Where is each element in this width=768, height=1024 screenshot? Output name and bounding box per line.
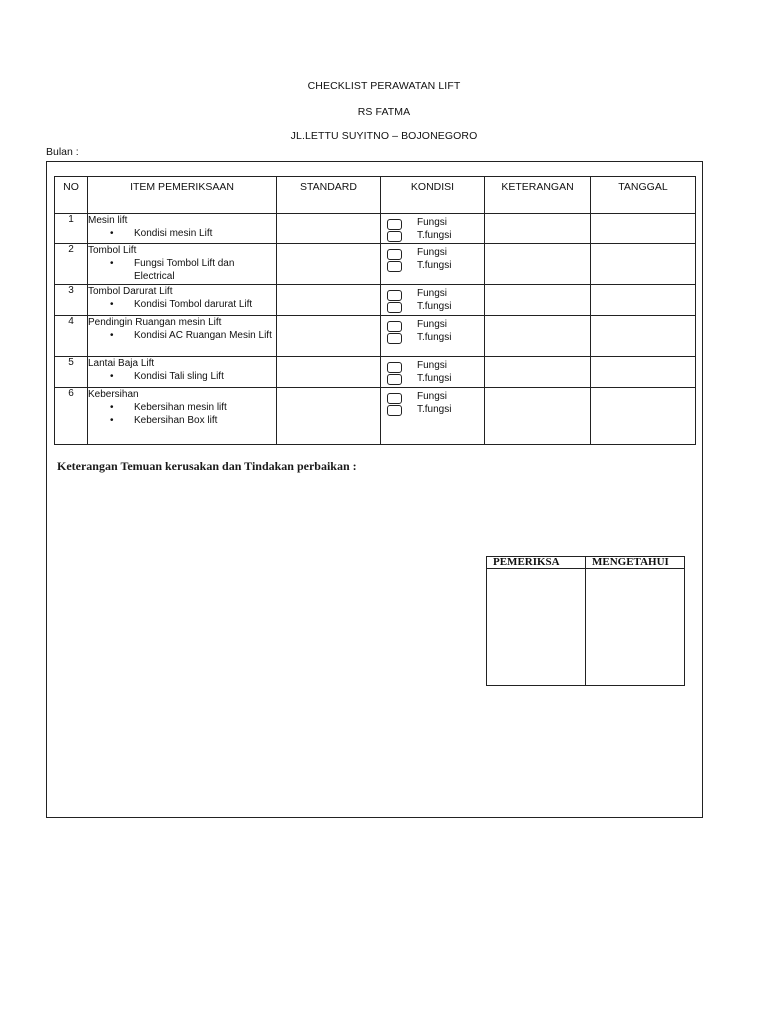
kondisi-option-label: Fungsi xyxy=(417,247,448,258)
pemeriksa-header: PEMERIKSA xyxy=(487,557,586,569)
row-number: 6 xyxy=(55,388,88,445)
item-title: Tombol Lift xyxy=(88,245,137,256)
row-number: 3 xyxy=(55,285,88,316)
checklist-table xyxy=(54,176,696,445)
kondisi-option-label: T.fungsi xyxy=(417,373,452,384)
item-cell xyxy=(88,244,277,285)
keterangan-cell[interactable] xyxy=(485,357,591,388)
standard-cell[interactable] xyxy=(277,316,381,357)
item-subpoint: • Kondisi AC Ruangan Mesin Lift xyxy=(88,329,276,342)
row-number: 2 xyxy=(55,244,88,285)
kondisi-option-label: T.fungsi xyxy=(417,332,452,343)
tanggal-cell[interactable] xyxy=(591,388,696,445)
organization-name: RS FATMA xyxy=(357,106,411,118)
signature-table xyxy=(486,556,685,686)
standard-cell[interactable] xyxy=(277,388,381,445)
standard-cell[interactable] xyxy=(277,214,381,244)
organization-address: JL.LETTU SUYITNO – BOJONEGORO xyxy=(290,130,478,142)
checkbox-fungsi[interactable] xyxy=(387,249,402,260)
kondisi-option-label: Fungsi xyxy=(417,360,448,371)
checkbox-tidak-fungsi[interactable] xyxy=(387,374,402,385)
item-title: Tombol Darurat Lift xyxy=(88,286,173,297)
tanggal-cell[interactable] xyxy=(591,244,696,285)
item-cell xyxy=(88,388,277,445)
table-row xyxy=(55,285,696,316)
item-title: Lantai Baja Lift xyxy=(88,358,155,369)
item-title: Kebersihan xyxy=(88,389,139,400)
standard-cell[interactable] xyxy=(277,244,381,285)
row-number: 5 xyxy=(55,357,88,388)
kondisi-cell xyxy=(381,388,485,445)
kondisi-cell xyxy=(381,244,485,285)
kondisi-option-label: T.fungsi xyxy=(417,404,452,415)
checkbox-tidak-fungsi[interactable] xyxy=(387,405,402,416)
column-header-standard: STANDARD xyxy=(277,177,381,214)
table-row xyxy=(55,244,696,285)
item-title: Mesin lift xyxy=(88,215,128,226)
item-title: Pendingin Ruangan mesin Lift xyxy=(88,317,222,328)
checkbox-fungsi[interactable] xyxy=(387,321,402,332)
standard-cell[interactable] xyxy=(277,357,381,388)
table-row xyxy=(55,357,696,388)
kondisi-option-label: T.fungsi xyxy=(417,301,452,312)
item-cell xyxy=(88,357,277,388)
standard-cell[interactable] xyxy=(277,285,381,316)
mengetahui-signature-box[interactable] xyxy=(586,569,685,686)
checkbox-fungsi[interactable] xyxy=(387,290,402,301)
kondisi-option-label: Fungsi xyxy=(417,391,448,402)
checkbox-fungsi[interactable] xyxy=(387,362,402,373)
row-number: 4 xyxy=(55,316,88,357)
kondisi-cell xyxy=(381,316,485,357)
kondisi-option-label: Fungsi xyxy=(417,217,448,228)
kondisi-option-label: Fungsi xyxy=(417,319,448,330)
checkbox-tidak-fungsi[interactable] xyxy=(387,231,402,242)
kondisi-option-label: Fungsi xyxy=(417,288,448,299)
kondisi-cell xyxy=(381,357,485,388)
item-subpoint: • Kebersihan Box lift xyxy=(88,414,276,427)
checkbox-tidak-fungsi[interactable] xyxy=(387,302,402,313)
checkbox-tidak-fungsi[interactable] xyxy=(387,261,402,272)
table-row xyxy=(55,316,696,357)
kondisi-cell xyxy=(381,285,485,316)
bulan-label: Bulan : xyxy=(46,146,79,158)
table-header-row xyxy=(55,177,696,214)
column-header-no: NO xyxy=(55,177,88,214)
tanggal-cell[interactable] xyxy=(591,285,696,316)
mengetahui-header: MENGETAHUI xyxy=(586,557,685,569)
item-subpoint: • Kebersihan mesin lift xyxy=(88,401,276,414)
tanggal-cell[interactable] xyxy=(591,316,696,357)
keterangan-cell[interactable] xyxy=(485,388,591,445)
column-header-item: ITEM PEMERIKSAAN xyxy=(88,177,277,214)
keterangan-title: Keterangan Temuan kerusakan dan Tindakan perbaikan : xyxy=(57,459,357,473)
column-header-tanggal: TANGGAL xyxy=(591,177,696,214)
checkbox-tidak-fungsi[interactable] xyxy=(387,333,402,344)
kondisi-cell xyxy=(381,214,485,244)
table-row xyxy=(55,388,696,445)
column-header-kondisi: KONDISI xyxy=(381,177,485,214)
tanggal-cell[interactable] xyxy=(591,214,696,244)
checkbox-fungsi[interactable] xyxy=(387,219,402,230)
item-subpoint: • Fungsi Tombol Lift dan Electrical xyxy=(88,257,276,283)
item-subpoint: • Kondisi Tombol darurat Lift xyxy=(88,298,276,311)
item-cell xyxy=(88,316,277,357)
document-title: CHECKLIST PERAWATAN LIFT xyxy=(307,80,461,92)
table-row xyxy=(55,214,696,244)
keterangan-cell[interactable] xyxy=(485,285,591,316)
row-number: 1 xyxy=(55,214,88,244)
keterangan-cell[interactable] xyxy=(485,244,591,285)
keterangan-cell[interactable] xyxy=(485,316,591,357)
kondisi-option-label: T.fungsi xyxy=(417,260,452,271)
item-subpoint: • Kondisi mesin Lift xyxy=(88,227,276,240)
pemeriksa-signature-box[interactable] xyxy=(487,569,586,686)
checkbox-fungsi[interactable] xyxy=(387,393,402,404)
column-header-keterangan: KETERANGAN xyxy=(485,177,591,214)
item-subpoint: • Kondisi Tali sling Lift xyxy=(88,370,276,383)
keterangan-cell[interactable] xyxy=(485,214,591,244)
item-cell xyxy=(88,285,277,316)
tanggal-cell[interactable] xyxy=(591,357,696,388)
kondisi-option-label: T.fungsi xyxy=(417,230,452,241)
item-cell xyxy=(88,214,277,244)
